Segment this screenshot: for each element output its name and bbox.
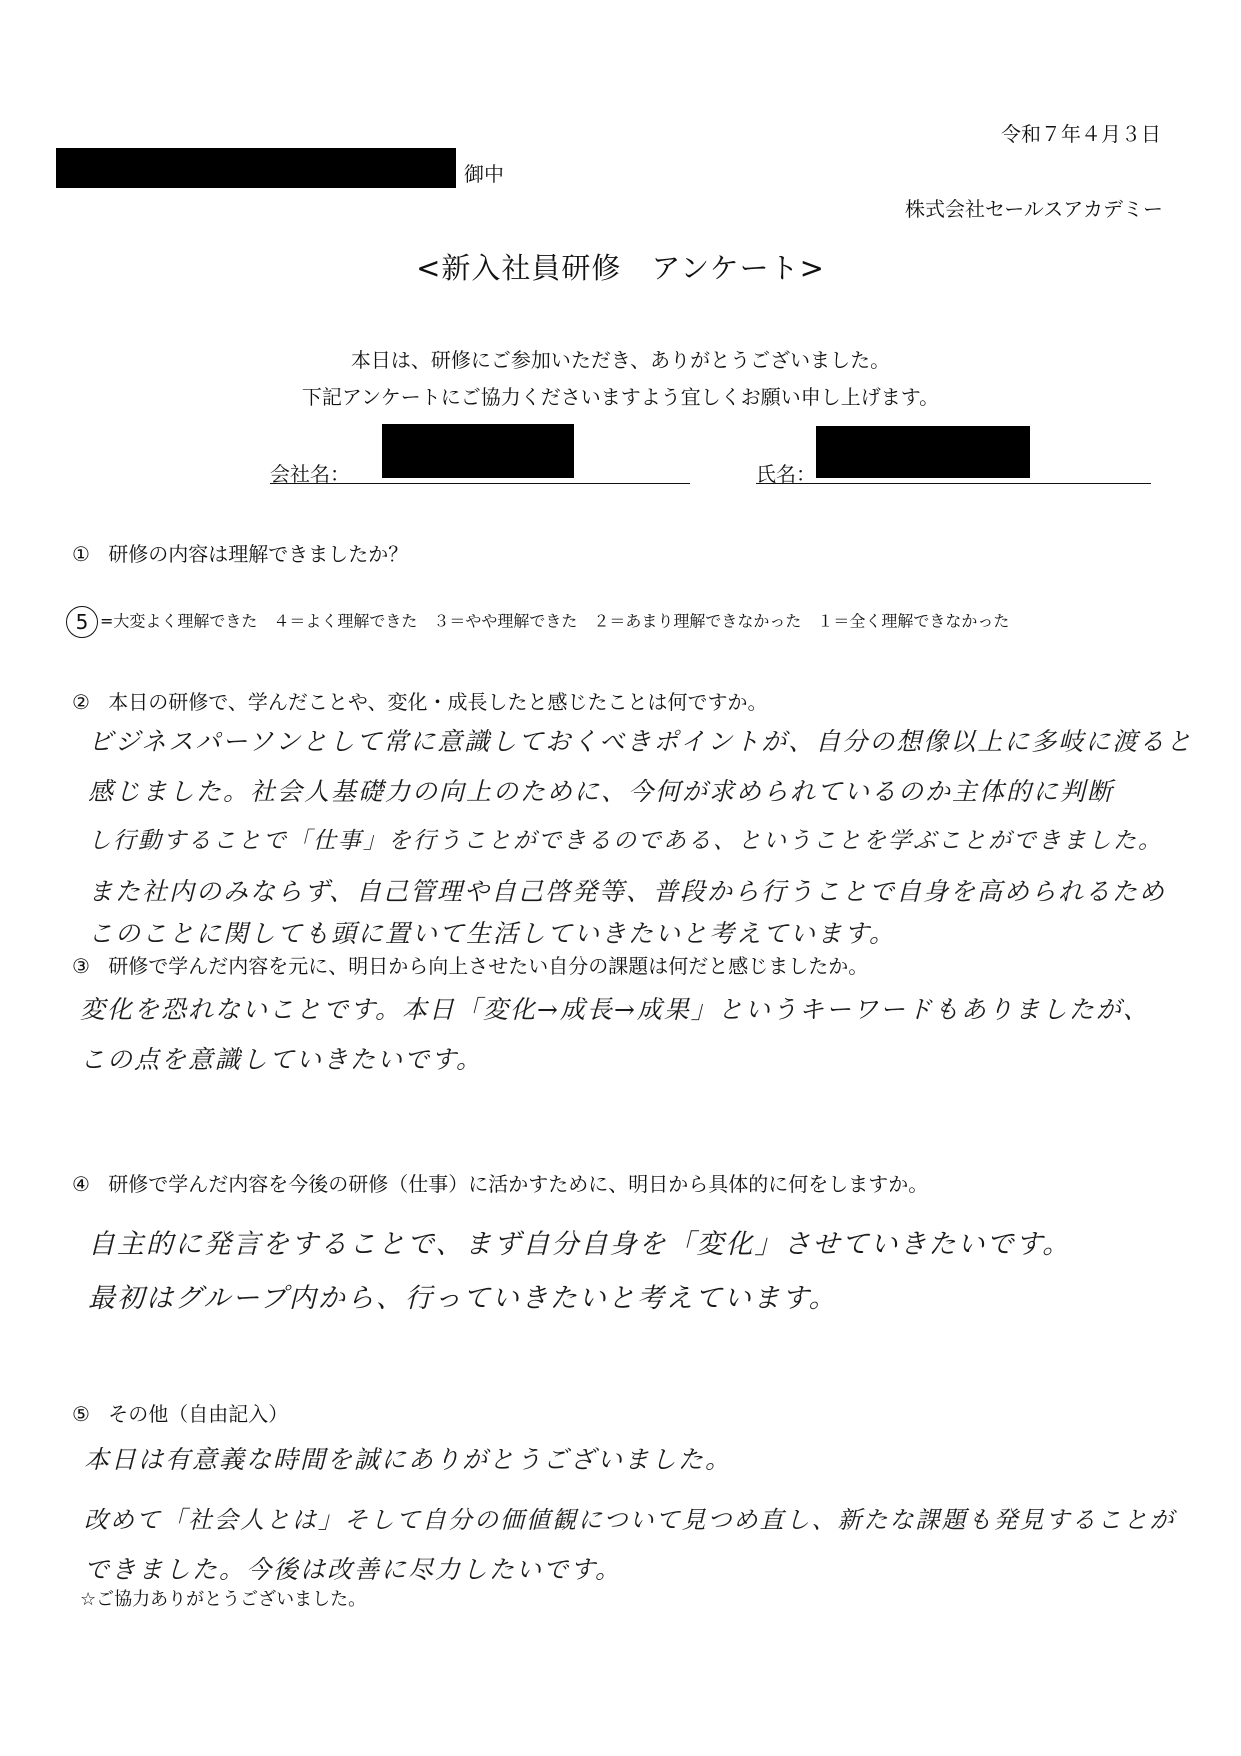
- answer-5-line-1: 本日は有意義な時間を誠にありがとうございました。: [84, 1445, 733, 1474]
- company-name-label: 会社名：: [270, 462, 350, 486]
- company-name-underline: [270, 483, 690, 484]
- survey-title: <新入社員研修 アンケート>: [416, 251, 825, 285]
- answer-2-line-3: し行動することで「仕事」を行うことができるのである、ということを学ぶことができました。: [88, 828, 1163, 854]
- redacted-person-name: [816, 426, 1030, 478]
- question-2-text: 本日の研修で、学んだことや、変化・成長したと感じたことは何ですか。: [108, 690, 768, 714]
- question-5-number: ⑤: [72, 1402, 90, 1426]
- intro-line-1: 本日は、研修にご参加いただき、ありがとうございました。: [350, 348, 891, 372]
- answer-5-line-2: 改めて「社会人とは」そして自分の価値観について見つめ直し、新たな課題も発見することが: [84, 1506, 1176, 1534]
- question-3-number: ③: [72, 954, 90, 978]
- answer-2-line-4: また社内のみならず、自己管理や自己啓発等、普段から行うことで自身を高められるため: [88, 877, 1167, 906]
- redacted-addressee: [56, 148, 456, 188]
- addressee-suffix: 御中: [464, 162, 504, 186]
- answer-3-line-1: 変化を恐れないことです。本日「変化→成長→成果」というキーワードもありましたが、: [80, 995, 1150, 1024]
- question-1-text: 研修の内容は理解できましたか？: [108, 542, 409, 566]
- document-date: 令和７年４月３日: [1001, 122, 1161, 146]
- intro-line-2: 下記アンケートにご協力くださいますよう宜しくお願い申し上げます。: [301, 385, 940, 409]
- question-3: [72, 950, 868, 979]
- issuer-company: 株式会社セールスアカデミー: [905, 197, 1163, 221]
- question-4: [72, 1168, 928, 1197]
- answer-2-line-1: ビジネスパーソンとして常に意識しておくべきポイントが、自分の想像以上に多岐に渡ると: [88, 727, 1194, 756]
- rating-scale-options: =大変よく理解できた ４＝よく理解できた ３＝やや理解できた ２＝あまり理解できなかった １＝全く理解できなかった: [100, 611, 1010, 631]
- person-name-label: 氏名：: [756, 462, 816, 486]
- person-name-underline: [756, 483, 1151, 484]
- redacted-company-name: [382, 424, 574, 478]
- question-2: [72, 686, 768, 715]
- question-5-text: その他（自由記入）: [108, 1402, 289, 1426]
- question-1: [72, 538, 408, 567]
- answer-2-line-5: このことに関しても頭に置いて生活していきたいと考えています。: [88, 919, 897, 948]
- footer-thanks: ☆ご協力ありがとうございました。: [80, 1589, 367, 1610]
- question-5: [72, 1398, 288, 1427]
- rating-scale: [66, 606, 1009, 638]
- answer-4-line-1: 自主的に発言をすることで、まず自分自身を「変化」させていきたいです。: [88, 1229, 1072, 1260]
- answer-4-line-2: 最初はグループ内から、行っていきたいと考えています。: [88, 1283, 838, 1314]
- answer-3-line-2: この点を意識していきたいです。: [80, 1045, 484, 1074]
- selected-rating-circle: 5: [66, 606, 98, 638]
- question-2-number: ②: [72, 690, 90, 714]
- question-4-number: ④: [72, 1172, 90, 1196]
- question-4-text: 研修で学んだ内容を今後の研修（仕事）に活かすために、明日から具体的に何をしますか。: [108, 1172, 929, 1196]
- answer-5-line-3: できました。今後は改善に尽力したいです。: [84, 1555, 623, 1584]
- answer-2-line-2: 感じました。社会人基礎力の向上のために、今何が求められているのか主体的に判断: [88, 777, 1115, 806]
- question-1-number: ①: [72, 542, 90, 566]
- question-3-text: 研修で学んだ内容を元に、明日から向上させたい自分の課題は何だと感じましたか。: [108, 954, 869, 978]
